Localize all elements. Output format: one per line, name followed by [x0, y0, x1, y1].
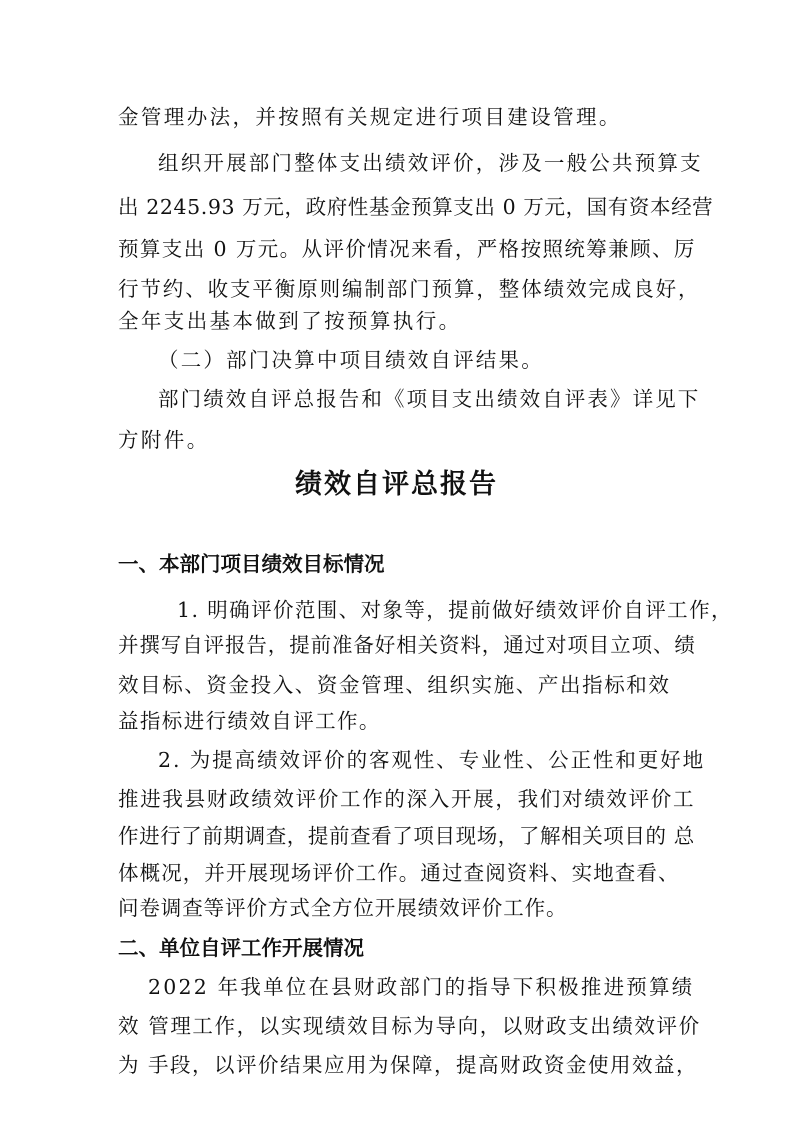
section-1-item-1-line-2: 并撰写自评报告，提前准备好相关资料，通过对项目立项、绩 [118, 633, 696, 657]
paragraph-2-line-4: 行节约、收支平衡原则编制部门预算，整体绩效完成良好， [118, 277, 701, 301]
section-1-item-2-line-1: 2. 为提高绩效评价的客观性、专业性、公正性和更好地 [158, 748, 705, 772]
paragraph-3-line-2: 方附件。 [118, 428, 210, 452]
section-1-item-2-line-3: 作进行了前期调查，提前查看了项目现场，了解相关项目的 总 [118, 824, 695, 848]
section-2-paragraph-line-1: 2022 年我单位在县财政部门的指导下积极推进预算绩 [148, 975, 695, 999]
paragraph-3-line-1: 部门绩效自评总报告和《项目支出绩效自评表》详见下 [158, 387, 701, 411]
section-1-item-2-line-2: 推进我县财政绩效评价工作的深入开展，我们对绩效评价工 [118, 787, 696, 811]
paragraph-2-line-5: 全年支出基本做到了按预算执行。 [118, 309, 462, 333]
section-2-heading: 二、单位自评工作开展情况 [118, 936, 364, 960]
section-1-item-2-line-5: 问卷调查等评价方式全方位开展绩效评价工作。 [118, 896, 568, 920]
paragraph-2-line-1: 组织开展部门整体支出绩效评价，涉及一般公共预算支 [158, 151, 703, 175]
section-1-heading: 一、本部门项目绩效目标情况 [118, 552, 385, 576]
section-2-paragraph-line-3: 为 手段，以评价结果应用为保障，提高财政资金使用效益， [118, 1053, 699, 1077]
subheading-2: （二）部门决算中项目绩效自评结果。 [158, 348, 544, 372]
paragraph-1-line-1: 金管理办法，并按照有关规定进行项目建设管理。 [118, 105, 622, 129]
section-1-item-1-line-3: 效目标、资金投入、资金管理、组织实施、产出指标和效 [118, 673, 671, 697]
paragraph-2-line-2: 出 2245.93 万元，政府性基金预算支出 0 万元，国有资本经营 [118, 195, 714, 219]
report-title: 绩效自评总报告 [295, 469, 498, 500]
section-1-item-1-line-1: 1. 明确评价范围、对象等，提前做好绩效评价自评工作， [177, 598, 733, 622]
paragraph-2-line-3: 预算支出 0 万元。从评价情况来看，严格按照统筹兼顾、厉 [118, 237, 696, 261]
section-1-item-2-line-4: 体概况，并开展现场评价工作。通过查阅资料、实地查看、 [118, 861, 680, 885]
section-2-paragraph-line-2: 效 管理工作，以实现绩效目标为导向，以财政支出绩效评价 [118, 1014, 701, 1038]
section-1-item-1-line-4: 益指标进行绩效自评工作。 [118, 709, 381, 733]
